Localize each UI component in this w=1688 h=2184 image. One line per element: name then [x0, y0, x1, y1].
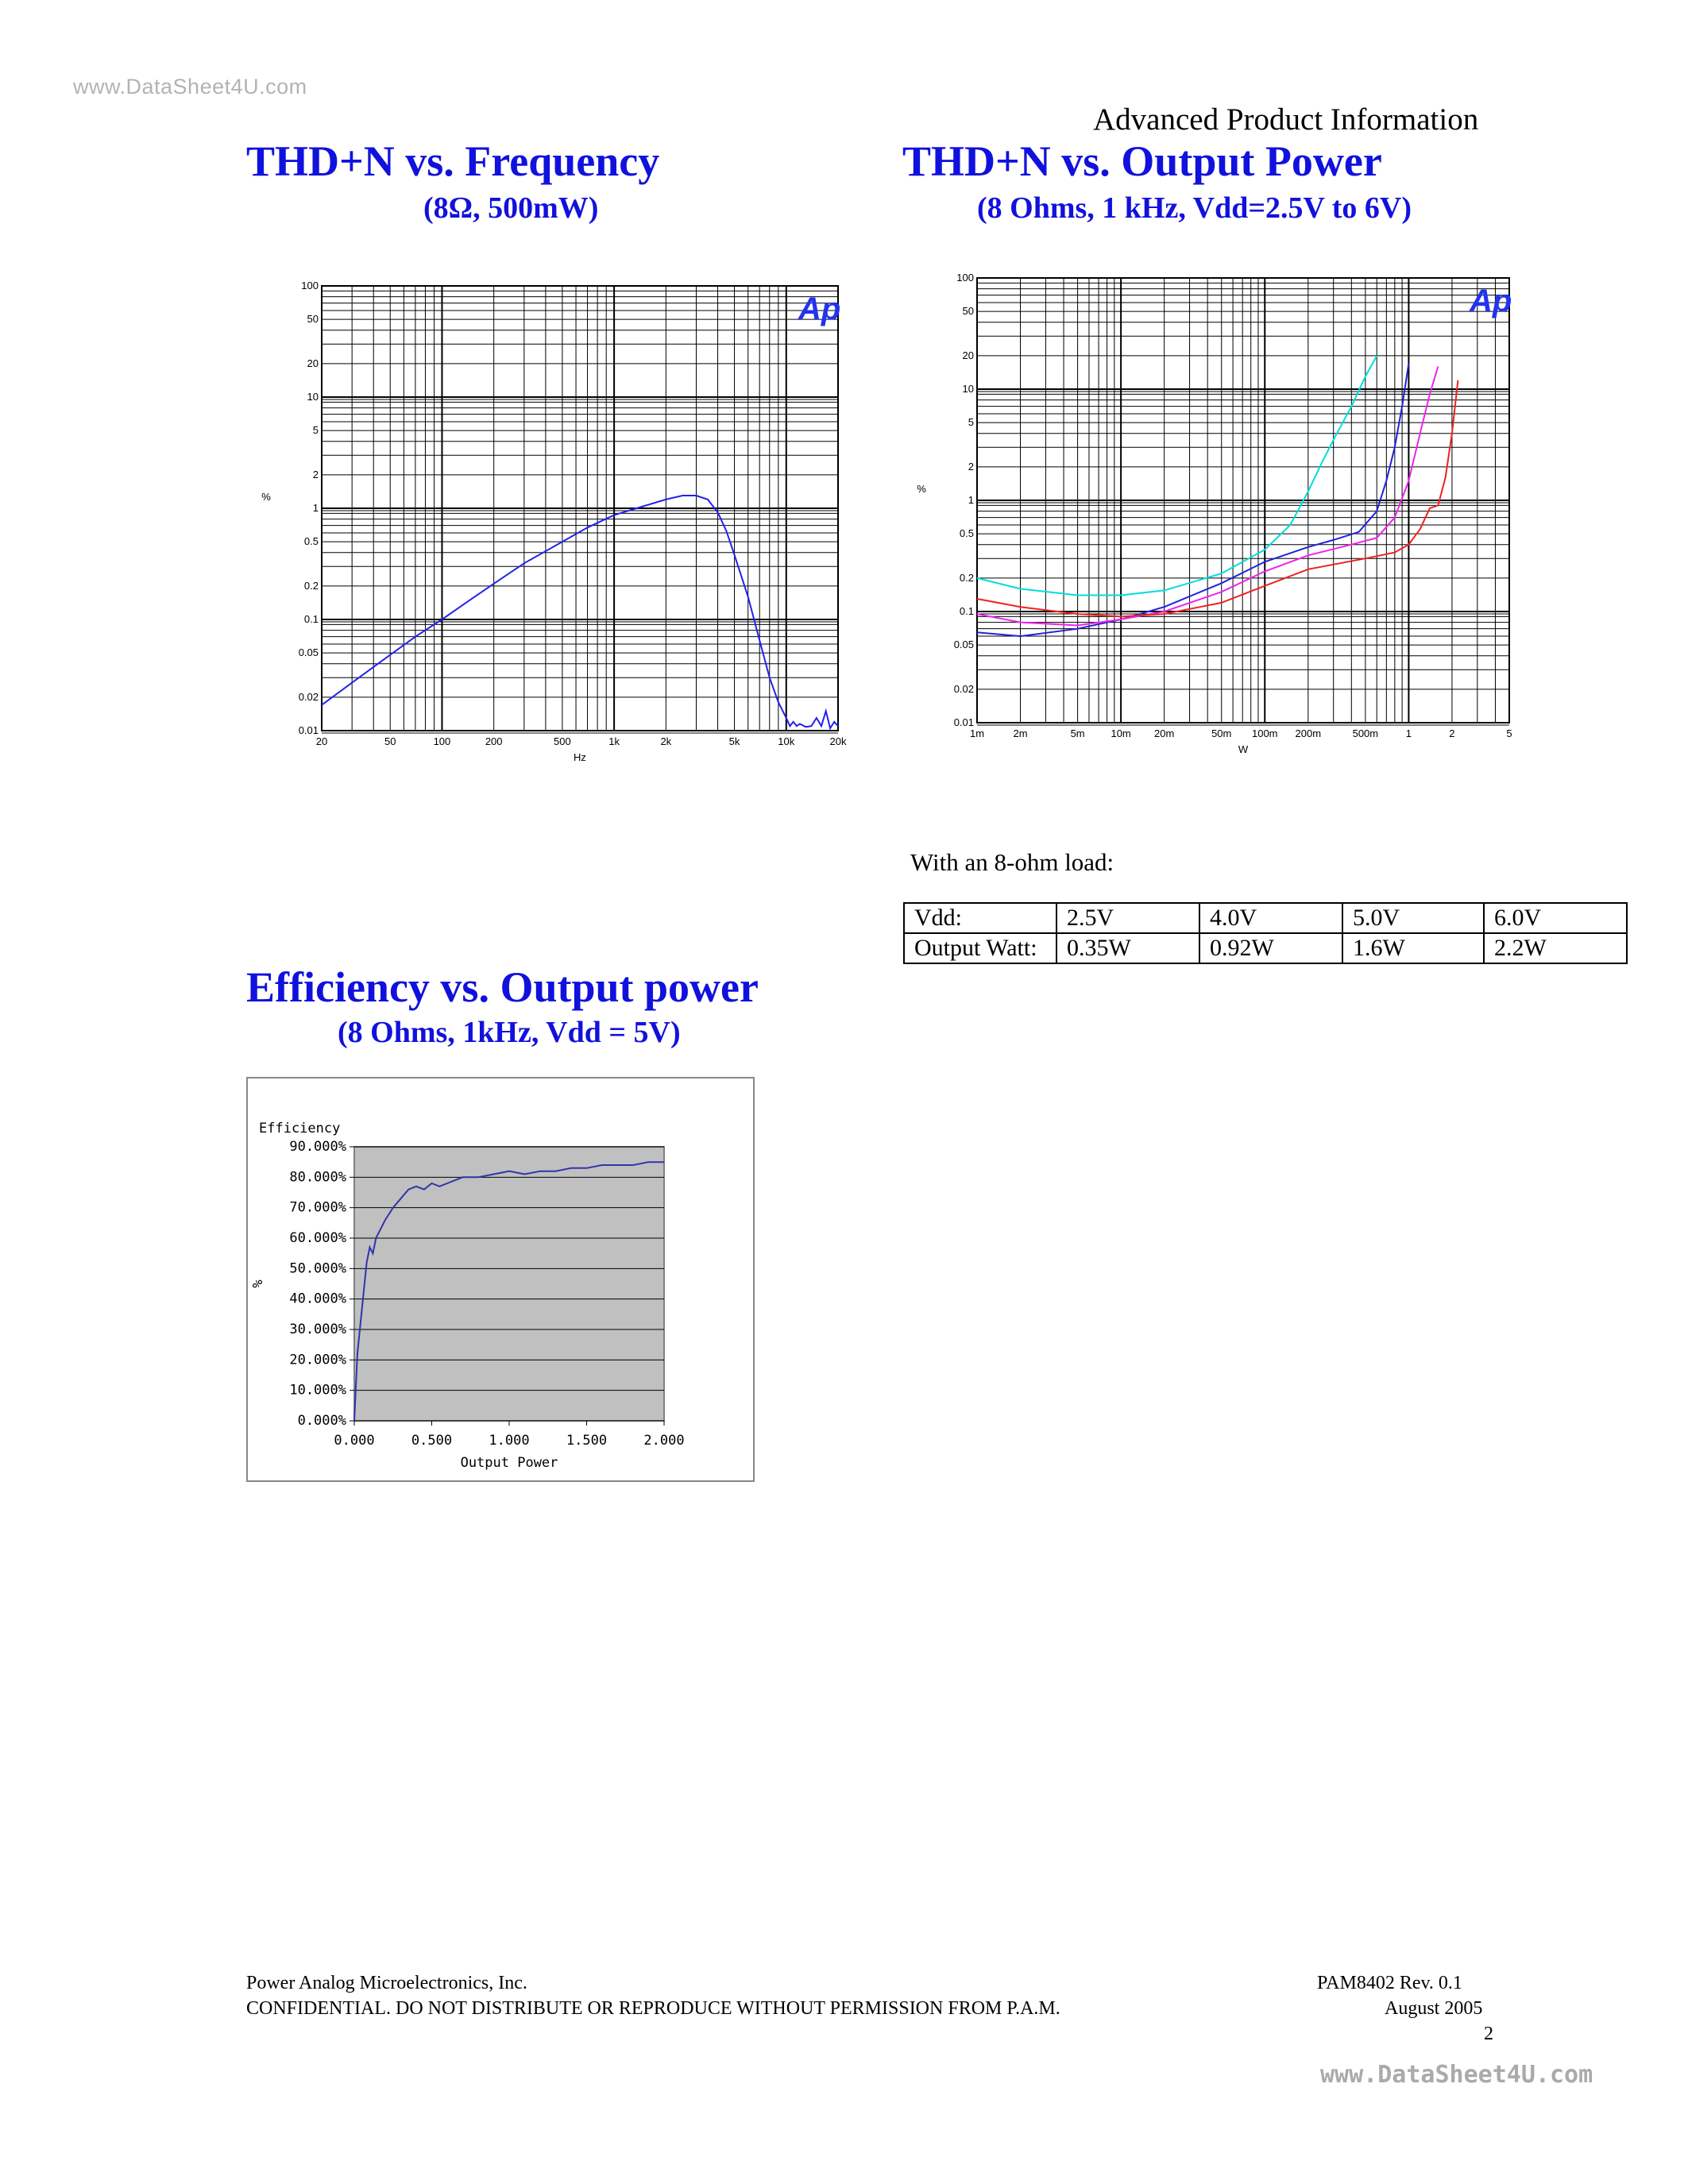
footer-date: August 2005 [1385, 1998, 1483, 2019]
x-tick-label: 50m [1211, 727, 1232, 739]
y-tick-label: 2 [968, 460, 974, 473]
y-tick-label: 2 [312, 468, 319, 480]
y-axis-label: % [917, 483, 926, 495]
thd-power-chart [914, 262, 1533, 778]
table-cell: 0.35W [1056, 933, 1199, 963]
chart-grid [977, 278, 1509, 725]
x-tick-label: 5m [1070, 727, 1085, 739]
x-tick-label: 100m [1251, 727, 1278, 739]
y-tick-label: 0.1 [303, 613, 319, 625]
y-tick-label: 20 [962, 349, 974, 361]
x-tick-label: 1.000 [489, 1433, 530, 1449]
x-tick-label: 1m [969, 727, 985, 739]
y-tick-label: 80.000% [289, 1169, 346, 1186]
series-group [322, 496, 838, 728]
vdd-output-table [903, 902, 1628, 964]
table-cell: 1.6W [1342, 933, 1484, 963]
thd-power-subtitle: (8 Ohms, 1 kHz, Vdd=2.5V to 6V) [977, 191, 1412, 225]
x-tick-label: 2.000 [643, 1433, 685, 1449]
x-tick-labels [316, 735, 847, 747]
thd-freq-title: THD+N vs. Frequency [246, 137, 660, 185]
y-tick-label: 100 [956, 272, 974, 284]
y-tick-label: 0.05 [298, 646, 319, 659]
y-tick-label: 40.000% [289, 1291, 346, 1307]
page-number: 2 [1484, 2024, 1493, 2044]
ap-logo: Ap [798, 291, 841, 326]
y-tick-label: 60.000% [289, 1230, 346, 1246]
efficiency-subtitle: (8 Ohms, 1kHz, Vdd = 5V) [338, 1016, 681, 1049]
load-note: With an 8-ohm load: [910, 848, 1114, 876]
y-tick-label: 50 [962, 305, 974, 318]
x-tick-label: 2m [1013, 727, 1028, 739]
x-tick-label: 2k [660, 735, 672, 747]
x-tick-label: 1 [1405, 727, 1412, 739]
x-tick-label: 100 [433, 735, 451, 747]
y-tick-label: 10 [307, 391, 319, 403]
x-axis-label: W [1238, 743, 1249, 755]
y-tick-label: 0.2 [959, 571, 974, 584]
chart-title: Efficiency [259, 1121, 341, 1136]
x-tick-label: 0.000 [334, 1433, 375, 1449]
x-tick-label: 20m [1154, 727, 1175, 739]
y-tick-label: 20 [307, 357, 319, 369]
y-tick-label: 10.000% [289, 1382, 346, 1399]
x-tick-label: 1.500 [566, 1433, 608, 1449]
y-tick-label: 0.01 [298, 724, 319, 736]
series-group [977, 356, 1458, 636]
y-tick-label: 5 [968, 416, 974, 429]
efficiency-chart [246, 1077, 755, 1482]
footer-company: Power Analog Microelectronics, Inc. [246, 1973, 527, 1993]
y-tick-label: 90.000% [289, 1139, 346, 1155]
table-cell: 6.0V [1484, 903, 1627, 933]
x-tick-label: 5 [1506, 727, 1512, 739]
table-row [904, 933, 1627, 963]
y-tick-label: 30.000% [289, 1322, 346, 1337]
thd-power-title: THD+N vs. Output Power [902, 137, 1382, 185]
table-cell: Output Watt: [904, 933, 1056, 963]
x-tick-label: 20k [829, 735, 847, 747]
watermark-bottom: www.DataSheet4U.com [1320, 2061, 1593, 2089]
y-tick-label: 0.000% [297, 1413, 346, 1429]
header-title: Advanced Product Information [1093, 102, 1479, 137]
y-axis-label: % [261, 491, 271, 503]
y-tick-label: 50.000% [289, 1260, 346, 1277]
y-axis-label: % [250, 1279, 266, 1288]
x-tick-label: 1k [608, 735, 620, 747]
plot-area [354, 1147, 664, 1421]
footer-revision: PAM8402 Rev. 0.1 [1317, 1973, 1462, 1993]
table-cell: 4.0V [1199, 903, 1342, 933]
x-tick-labels [970, 727, 1512, 739]
x-axis-label: Output Power [460, 1455, 558, 1471]
efficiency-title: Efficiency vs. Output power [246, 963, 759, 1011]
series-line [322, 496, 838, 728]
y-tick-label: 10 [962, 383, 974, 395]
y-tick-labels [299, 280, 319, 736]
x-tick-label: 20 [315, 735, 328, 747]
x-tick-label: 0.500 [411, 1433, 453, 1449]
x-tick-label: 500 [554, 735, 571, 747]
y-tick-label: 0.5 [303, 535, 319, 548]
x-tick-label: 10m [1111, 727, 1131, 739]
table-cell: 0.92W [1199, 933, 1342, 963]
series-line [977, 380, 1458, 617]
x-tick-label: 5k [728, 735, 740, 747]
x-axis-label: Hz [574, 751, 586, 763]
y-tick-label: 0.02 [953, 682, 974, 695]
y-tick-label: 0.05 [953, 639, 974, 651]
y-tick-label: 20.000% [289, 1352, 346, 1368]
x-tick-label: 500m [1352, 727, 1379, 739]
table-row [904, 903, 1627, 933]
table-cell: Vdd: [904, 903, 1056, 933]
x-tick-label: 10k [778, 735, 795, 747]
chart-grid [322, 286, 841, 733]
y-tick-label: 0.2 [303, 579, 319, 592]
y-tick-label: 50 [307, 313, 319, 326]
y-tick-label: 70.000% [289, 1199, 346, 1216]
y-tick-label: 0.01 [953, 716, 974, 728]
ap-logo: Ap [1470, 284, 1512, 318]
y-tick-label: 1 [968, 494, 974, 506]
x-tick-label: 2 [1449, 727, 1455, 739]
x-tick-label: 200m [1295, 727, 1322, 739]
y-tick-label: 100 [301, 280, 319, 291]
y-tick-label: 0.1 [959, 605, 974, 617]
footer-confidential: CONFIDENTIAL. DO NOT DISTRIBUTE OR REPRODUCE WITHOUT PERMISSION FROM P.A.M. [246, 1998, 1060, 2019]
y-tick-label: 0.5 [959, 527, 974, 540]
table-cell: 2.2W [1484, 933, 1627, 963]
thd-frequency-chart [254, 270, 858, 778]
x-tick-label: 50 [384, 735, 396, 747]
table-cell: 2.5V [1056, 903, 1199, 933]
y-tick-label: 1 [312, 502, 319, 514]
watermark-top: www.DataSheet4U.com [73, 75, 307, 98]
y-tick-labels [954, 272, 974, 728]
thd-freq-subtitle: (8Ω, 500mW) [423, 191, 599, 225]
x-tick-label: 200 [485, 735, 503, 747]
y-tick-label: 0.02 [298, 690, 319, 703]
table-cell: 5.0V [1342, 903, 1484, 933]
y-tick-label: 5 [312, 424, 319, 437]
